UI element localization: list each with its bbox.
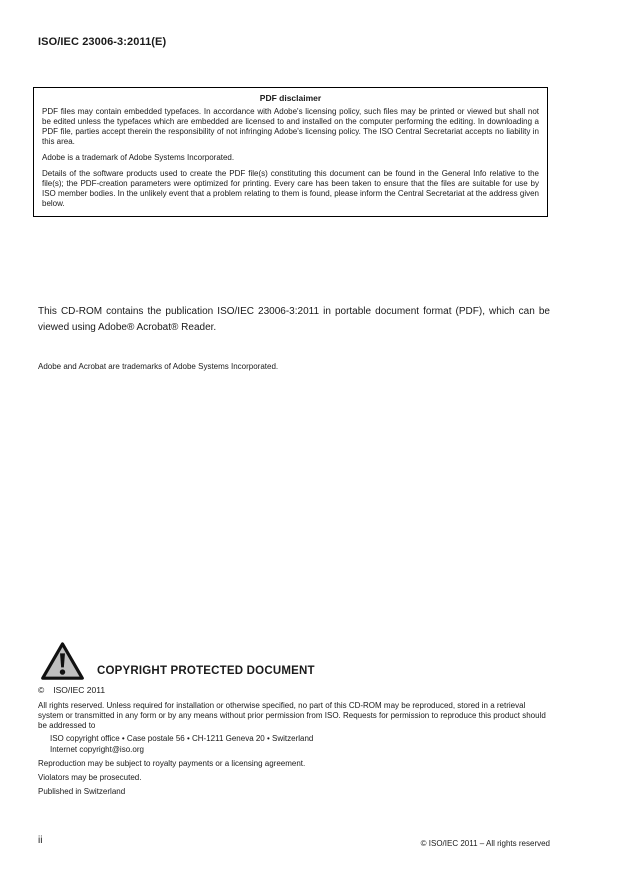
cdrom-description-text: This CD-ROM contains the publication ISO/IEC 23006-3:2011 in portable document format (PDF), which can be viewed using Adobe® Acrobat® Reader. <box>38 306 550 333</box>
document-reference-header: ISO/IEC 23006-3:2011(E) <box>38 36 167 48</box>
iso-copyright-email: Internet copyright@iso.org <box>50 745 144 754</box>
pdf-disclaimer-title: PDF disclaimer <box>259 93 322 103</box>
disclaimer-paragraph: Adobe is a trademark of Adobe Systems Incorporated. <box>42 153 235 162</box>
violators-note: Violators may be prosecuted. <box>38 773 142 782</box>
disclaimer-paragraph: PDF files may contain embedded typefaces. In accordance with Adobe's licensing policy, such files may be printed or viewed but shall not be edited unless the typefaces which are embedded are licensed to and installed on the computer performing the editing. In downloading a PDF file, parties accept therein the responsibility of not infringing Adobe's licensing policy. The ISO Central Secretariat accepts no liability in this area. <box>42 107 539 146</box>
published-note: Published in Switzerland <box>38 787 126 796</box>
warning-triangle-icon <box>40 641 85 682</box>
trademark-note: Adobe and Acrobat are trademarks of Adobe Systems Incorporated. <box>38 362 279 371</box>
footer-copyright-notice: © ISO/IEC 2011 – All rights reserved <box>420 839 550 848</box>
copyright-protected-heading: COPYRIGHT PROTECTED DOCUMENT <box>97 665 315 677</box>
copyright-owner: ISO/IEC 2011 <box>53 685 106 695</box>
pdf-disclaimer-box <box>33 87 548 217</box>
copyright-symbol: © <box>38 685 45 695</box>
all-rights-reserved-text: All rights reserved. Unless required for installation or otherwise specified, no part of this CD-ROM may be reproduced, stored in a retrieval system or transmitted in any form or by any means without prior permission from ISO. Requests for permission to reproduce this product should be addressed to <box>38 701 546 730</box>
footer-page-number: ii <box>38 835 43 846</box>
copyright-owner-line <box>38 685 105 695</box>
royalty-note: Reproduction may be subject to royalty payments or a licensing agreement. <box>38 759 306 768</box>
iso-copyright-office-address: ISO copyright office • Case postale 56 • CH-1211 Geneva 20 • Switzerland <box>50 734 314 743</box>
disclaimer-paragraph: Details of the software products used to create the PDF file(s) constituting this document can be found in the General Info relative to the file(s); the PDF-creation parameters were optimized for printing. Every care has been taken to ensure that the files are suitable for use by ISO member bodies. In the unlikely event that a problem relating to them is found, please inform the Central Secretariat at the address given below. <box>42 169 539 208</box>
